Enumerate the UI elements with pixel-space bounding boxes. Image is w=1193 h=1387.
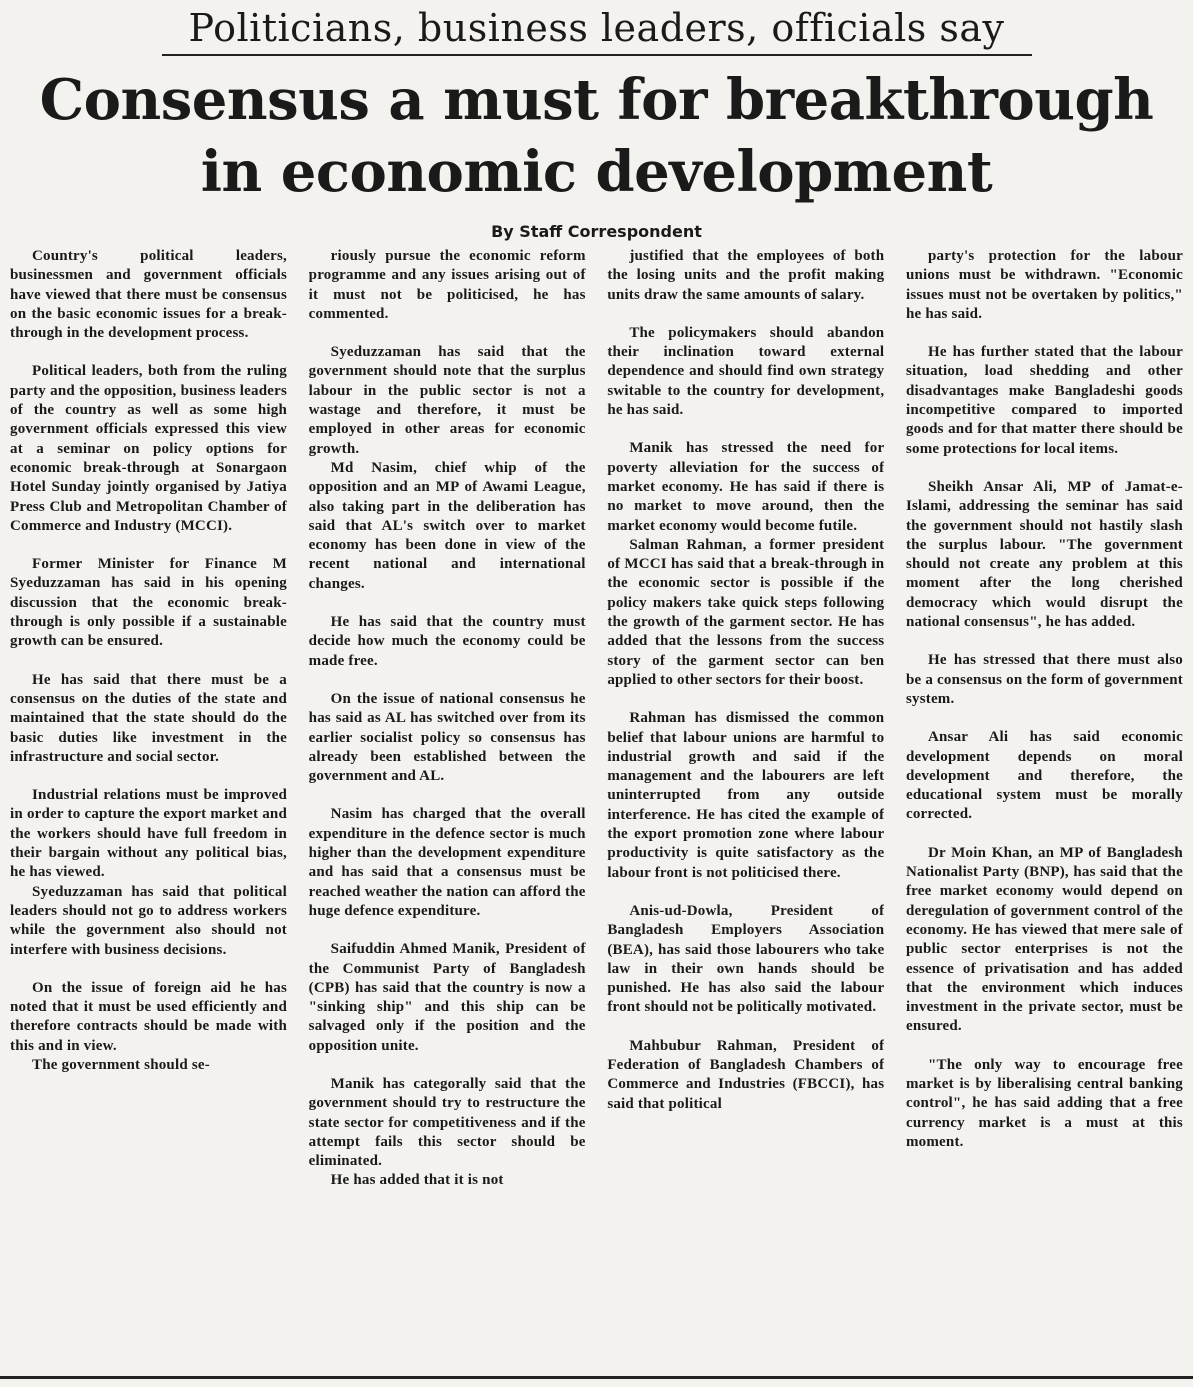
paragraph: Manik has categorally said that the government should try to restructure the state sector for competitiveness and if the attempt fails this sector should be eliminated. (308, 1075, 586, 1170)
paragraph: He has said that the country must decide how much the economy could be made free. (308, 614, 586, 669)
paragraph: He has added that it is not (330, 1172, 504, 1189)
paragraph: riously pursue the economic reform programme and any issues arising out of it must not be politicised, he has commented. (308, 248, 586, 322)
column-4 (906, 247, 1183, 1332)
paragraph: Syeduzzaman has said that political leaders should not go to address workers while the government also should not interfere with business decisions. (10, 883, 287, 958)
paragraph: "The only way to encourage free market is by liberalising central banking control", he has said adding that a free currency market is a must at this moment. (905, 1056, 1183, 1150)
article-byline: By Staff Correspondent (491, 222, 702, 241)
paragraph: He has stressed that there must also be a consensus on the form of government system. (905, 652, 1183, 707)
bottom-rule (0, 1376, 1193, 1379)
article-body (10, 247, 1183, 1332)
column-2 (309, 247, 586, 1332)
paragraph: Mahbubur Rahman, President of Federation of Bangladesh Chambers of Commerce and Industries (FBCCI), has said that political (607, 1037, 885, 1112)
paragraph: Political leaders, both from the ruling party and the opposition, business leaders of the country as well as some high government officials expressed this view at a seminar on policy options for economic break-through at Sonargaon Hotel Sunday jointly organised by Jatiya Press Club and Metropolitan Chamber of Commerce and Industry (MCCI). (10, 363, 287, 534)
paragraph: Sheikh Ansar Ali, MP of Jamat-e-Islami, addressing the seminar has said the government should not hastily slash the surplus labour. "The government should not create any problem at this moment after the long cherished democracy which would disrupt the national consensus", he has added. (905, 478, 1183, 631)
article-kicker: Politicians, business leaders, officials say (188, 6, 1005, 50)
paragraph: On the issue of national consensus he has said as AL has switched over from its earlier socialist policy so consensus has already been established between the government and AL. (308, 690, 586, 785)
column-1 (10, 247, 287, 1332)
paragraph: Nasim has charged that the overall expenditure in the defence sector is much higher than the development expenditure and has said that a consensus must be reached weather the nation can afford the huge defence expenditure. (308, 806, 586, 919)
article-headline (10, 64, 1183, 208)
paragraph: The policymakers should abandon their inclination toward external dependence and should find own strategy switable to the country for development, he has said. (607, 324, 885, 419)
paragraph: He has said that there must be a consensus on the duties of the state and maintained that the state should do the basic duties like investment in the infrastructure and social sector. (10, 671, 287, 765)
paragraph: Former Minister for Finance M Syeduzzaman has said in his opening discussion that the economic break-through is only possible if a sustainable growth can be ensured. (10, 556, 287, 650)
paragraph: Ansar Ali has said economic development depends on moral development and therefore, the educational system must be morally corrected. (905, 729, 1183, 823)
paragraph: Saifuddin Ahmed Manik, President of the Communist Party of Bangladesh (CPB) has said that the country is now a "sinking ship" and this ship can be salvaged only if the position and the opposition unite. (308, 941, 586, 1054)
paragraph: Rahman has dismissed the common belief that labour unions are harmful to industrial growth and said if the management and the labourers are left uninterrupted from any outside interference. He has cited the example of the export promotion zone where labour productivity is quite satisfactory as the labour front is not politicised there. (607, 710, 885, 881)
paragraph: On the issue of foreign aid he has noted that it must be used efficiently and therefore contracts should be made with this and in view. (10, 979, 287, 1054)
paragraph: Md Nasim, chief whip of the opposition and an MP of Awami League, also taking part in the deliberation has said that AL's switch over to market economy has been done in view of the recent national and international changes. (308, 459, 586, 592)
headline-line-1: Consensus a must for breakthrough (39, 67, 1154, 133)
paragraph: Anis-ud-Dowla, President of Bangladesh Employers Association (BEA), has said those labourers who take law in their own hands should be punished. He has also said the labour front should not be politically motivated. (607, 902, 885, 1016)
paragraph: Syeduzzaman has said that the government should note that the surplus labour in the public sector is not a wastage and therefore, it must be employed in other areas for economic growth. (308, 344, 586, 457)
column-3 (607, 247, 884, 1332)
paragraph: Industrial relations must be improved in order to capture the export market and the workers should have full freedom in their bargain without any political bias, he has viewed. (10, 787, 287, 881)
headline-line-2: in economic development (200, 139, 993, 205)
paragraph: Dr Moin Khan, an MP of Bangladesh Nationalist Party (BNP), has said that the free market economy would depend on deregulation of government control of the economy. He has viewed that mere sale of public sector enterprises is not the essence of privatisation and has added that the environment which induces investment in the private sector, must be ensured. (905, 844, 1183, 1035)
paragraph: Manik has stressed the need for poverty alleviation for the success of market economy. He has said if there is no market to move around, then the market economy would become futile. (607, 440, 885, 534)
paragraph: Country's political leaders, businessmen and government officials have viewed that there must be consensus on the basic economic issues for a break-through in the development process. (10, 248, 287, 342)
paragraph: Salman Rahman, a former president of MCCI has said that a break-through in the economic sector is possible if the policy makers take quick steps following the growth of the garment sector. He has added that the lessons from the success story of the garment sector can ben applied to other sectors for their boost. (607, 536, 885, 688)
paragraph: justified that the employees of both the losing units and the profit making units draw the same amounts of salary. (607, 248, 885, 303)
paragraph: The government should se- (32, 1056, 210, 1073)
paragraph: party's protection for the labour unions must be withdrawn. "Economic issues must not be overtaken by politics," he has said. (905, 248, 1183, 322)
paragraph: He has further stated that the labour situation, load shedding and other disadvantages make Bangladeshi goods incompetitive compared to imported goods and for that matter there should be some protections for local items. (905, 344, 1183, 457)
kicker-underline (162, 54, 1032, 56)
